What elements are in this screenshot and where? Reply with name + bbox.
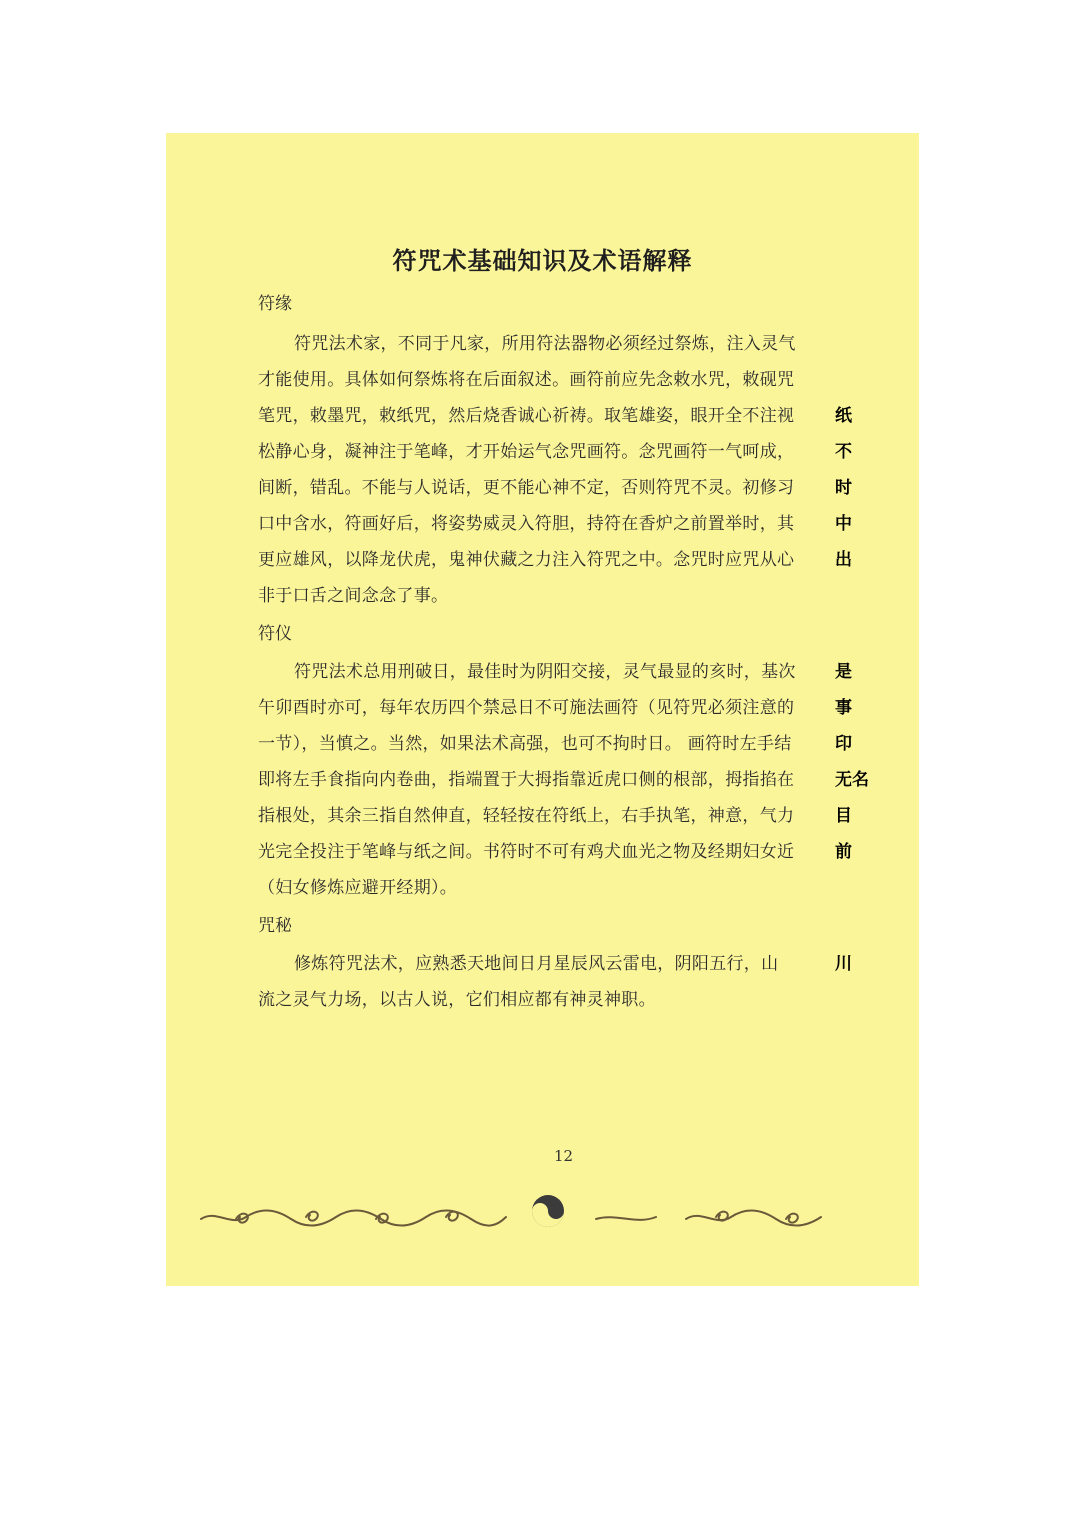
margin-note: 时 — [833, 473, 852, 498]
text-line: 指根处，其余三指自然伸直，轻轻按在符纸上，右手执笔，神意，气力 — [258, 806, 795, 826]
margin-note: 川 — [833, 949, 852, 974]
text-line: 笔咒，敕墨咒，敕纸咒，然后烧香诚心祈祷。取笔雄姿，眼开全不注视 — [258, 406, 795, 426]
section-heading-fuyuan: 符缘 — [258, 294, 292, 314]
margin-note: 无名 — [833, 765, 869, 790]
book-page — [166, 133, 919, 1286]
margin-note: 中 — [833, 509, 852, 534]
text-line: 非于口舌之间念念了事。 — [258, 586, 449, 606]
text-line: 修炼符咒法术，应熟悉天地间日月星辰风云雷电，阴阳五行，山 — [294, 954, 779, 974]
margin-note: 出 — [833, 545, 852, 570]
text-line: 间断，错乱。不能与人说话，更不能心神不定，否则符咒不灵。初修习 — [258, 478, 795, 498]
text-line: 光完全投注于笔峰与纸之间。书符时不可有鸡犬血光之物及经期妇女近 — [258, 842, 795, 862]
section-heading-zhoumi: 咒秘 — [258, 916, 292, 936]
text-line: 流之灵气力场，以古人说，它们相应都有神灵神职。 — [258, 990, 656, 1010]
margin-note: 纸 — [833, 401, 852, 426]
margin-note: 事 — [833, 693, 852, 718]
page-title: 符咒术基础知识及术语解释 — [392, 246, 693, 275]
text-line: 松静心身，凝神注于笔峰，才开始运气念咒画符。念咒画符一气呵成， — [258, 442, 795, 462]
text-line: 即将左手食指向内卷曲，指端置于大拇指靠近虎口侧的根部，拇指掐在 — [258, 770, 795, 790]
margin-note: 前 — [833, 837, 852, 862]
text-line: 口中含水，符画好后，将姿势威灵入符胆，持符在香炉之前置举时，其 — [258, 514, 795, 534]
margin-note: 印 — [833, 729, 852, 754]
decorative-scroll-ornament — [196, 1183, 836, 1243]
margin-note: 目 — [833, 801, 852, 826]
page-number: 12 — [553, 1147, 574, 1165]
text-line: （妇女修炼应避开经期）。 — [258, 878, 458, 898]
text-line: 午卯酉时亦可，每年农历四个禁忌日不可施法画符（见符咒必须注意的 — [258, 698, 795, 718]
text-line: 符咒法术总用刑破日，最佳时为阴阳交接，灵气最显的亥时，基次 — [294, 662, 796, 682]
text-line: 更应雄风，以降龙伏虎，鬼神伏藏之力注入符咒之中。念咒时应咒从心 — [258, 550, 795, 570]
yin-yang-icon — [532, 1195, 564, 1227]
section-heading-fuyi: 符仪 — [258, 624, 292, 644]
text-line: 符咒法术家，不同于凡家，所用符法器物必须经过祭炼，注入灵气 — [294, 334, 796, 354]
margin-note: 是 — [833, 657, 852, 682]
text-line: 一节），当慎之。当然，如果法术高强，也可不拘时日。 画符时左手结 — [258, 734, 792, 754]
margin-note: 不 — [833, 437, 852, 462]
text-line: 才能使用。具体如何祭炼将在后面叙述。画符前应先念敕水咒，敕砚咒 — [258, 370, 795, 390]
